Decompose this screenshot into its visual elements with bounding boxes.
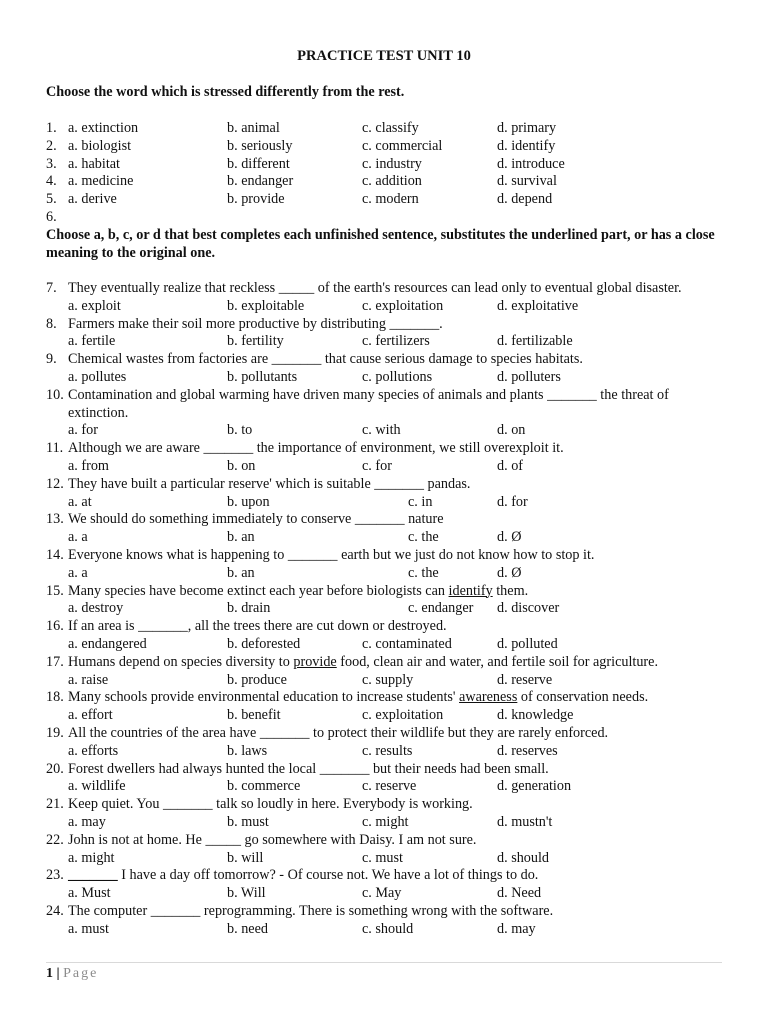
question-stem-row [0, 316, 768, 334]
option-c: c. should [362, 920, 414, 937]
option-c: c. with [362, 422, 401, 439]
option-c: c. modern [362, 191, 419, 208]
question-stem: They have built a particular reserve' which is suitable _______ pandas. [68, 475, 471, 492]
question-number: 23. [46, 867, 64, 884]
options-row [0, 369, 768, 387]
question-number: 24. [46, 902, 64, 919]
question-stem: Chemical wastes from factories are _______ that cause serious damage to species habitats. [68, 351, 583, 368]
option-a: a. Must [68, 885, 111, 902]
option-c: c. for [362, 457, 392, 474]
option-a: a. effort [68, 707, 113, 724]
option-d: d. mustn't [497, 813, 553, 830]
option-a: a. a [68, 529, 88, 546]
question-stem [68, 583, 528, 601]
question-stem-row [0, 867, 768, 885]
option-a: a. pollutes [68, 368, 127, 385]
options-row [0, 672, 768, 690]
question-stem-row [0, 280, 768, 298]
option-d: d. primary [497, 120, 557, 136]
option-c: c. commercial [362, 137, 443, 154]
page-title: PRACTICE TEST UNIT 10 [297, 48, 471, 64]
question-stem-row [0, 387, 768, 423]
option-d: d. introduce [497, 155, 565, 172]
stem-text: I have a day off tomorrow? - Of course not. We have a lot of things to do. [117, 867, 539, 884]
question-number: 18. [46, 689, 64, 706]
option-b: b. produce [227, 671, 287, 688]
option-b: b. laws [227, 742, 268, 759]
question-stem: Farmers make their soil more productive by distributing _______. [68, 315, 443, 332]
question-stem-row [0, 761, 768, 779]
option-b: b. need [227, 920, 268, 937]
question-stem-row [0, 547, 768, 565]
question-stem: Everyone knows what is happening to _______ earth but we just do not know how to stop it. [68, 546, 595, 563]
option-a: a. for [68, 422, 98, 439]
question-stem-row [0, 796, 768, 814]
option-d: d. should [497, 849, 550, 866]
question-stem-row [0, 440, 768, 458]
stem-text: of conservation needs. [517, 689, 649, 706]
option-c: c. the [408, 529, 439, 546]
question-row-empty [0, 209, 768, 227]
option-c: c. pollutions [362, 368, 433, 385]
option-c: c. the [408, 564, 439, 581]
option-a: a. biologist [68, 137, 132, 154]
stem-text: Humans depend on species diversity to [68, 653, 294, 670]
option-d: d. reserve [497, 671, 553, 688]
options-row [0, 458, 768, 476]
option-a: a. at [68, 493, 92, 510]
option-c: c. classify [362, 120, 419, 136]
option-b: b. an [227, 564, 255, 581]
option-b: b. must [227, 813, 269, 830]
options-row [0, 885, 768, 903]
option-d: d. generation [497, 778, 572, 795]
underlined-blank: _______ [68, 867, 118, 884]
option-a: a. endangered [68, 635, 147, 652]
question-number: 11. [46, 440, 64, 457]
option-d: d. exploitative [497, 297, 579, 314]
question-stem [68, 867, 538, 885]
option-a: a. raise [68, 671, 109, 688]
question-stem-row [0, 903, 768, 921]
option-d: d. reserves [497, 742, 558, 759]
question-stem: Contamination and global warming have driven many species of animals and plants _______ the threat of extinction. [68, 386, 669, 421]
question-stem-row [0, 476, 768, 494]
question-stem-row [0, 832, 768, 850]
question-number: 3. [46, 155, 57, 172]
option-d: d. for [497, 493, 528, 510]
option-d: d. polluters [497, 368, 561, 385]
option-d: d. Ø [497, 529, 522, 546]
options-row [0, 850, 768, 868]
question-number: 21. [46, 796, 64, 813]
option-a: a. derive [68, 191, 117, 208]
option-b: b. will [227, 849, 264, 866]
question-stem: They eventually realize that reckless _____ of the earth's resources can lead only to eventual global disaster. [68, 280, 682, 296]
footer-separator: | [53, 966, 64, 981]
option-d: d. discover [497, 600, 560, 617]
options-row [0, 494, 768, 512]
option-a: a. may [68, 813, 106, 830]
question-number: 14. [46, 546, 64, 563]
question-number: 9. [46, 351, 57, 368]
question-stem-row [0, 689, 768, 707]
options-row [0, 707, 768, 725]
question-number: 15. [46, 582, 64, 599]
option-d: d. may [497, 920, 536, 937]
option-d: d. Ø [497, 564, 522, 581]
options-row [0, 529, 768, 547]
question-number: 10. [46, 386, 64, 403]
option-a: a. exploit [68, 297, 121, 314]
question-number: 20. [46, 760, 64, 777]
option-c: c. results [362, 742, 413, 759]
underlined-word: identify [448, 582, 493, 599]
question-number: 2. [46, 137, 57, 154]
page-number: 1 [46, 966, 53, 981]
question-number: 12. [46, 475, 64, 492]
question-number: 16. [46, 618, 64, 635]
option-b: b. Will [227, 885, 266, 902]
stem-text: food, clean air and water, and fertile soil for agriculture. [336, 653, 659, 670]
options-row [0, 600, 768, 618]
option-b: b. an [227, 529, 255, 546]
section1-questions [0, 120, 768, 227]
options-row [0, 298, 768, 316]
question-number: 4. [46, 173, 57, 190]
question-stem-row [0, 654, 768, 672]
page-footer [46, 966, 98, 982]
option-b: b. upon [227, 493, 270, 510]
options-row [0, 636, 768, 654]
option-b: b. benefit [227, 707, 281, 724]
option-b: b. pollutants [227, 368, 298, 385]
option-b: b. fertility [227, 333, 284, 350]
option-d: d. identify [497, 137, 556, 154]
section1-instruction: Choose the word which is stressed differently from the rest. [46, 84, 405, 100]
option-d: d. fertilizable [497, 333, 573, 350]
question-number: 17. [46, 653, 64, 670]
options-row [0, 743, 768, 761]
option-a: a. medicine [68, 173, 134, 190]
question-number: 22. [46, 831, 64, 848]
question-number: 8. [46, 315, 57, 332]
option-d: d. Need [497, 885, 542, 902]
option-a: a. must [68, 920, 109, 937]
option-b: b. commerce [227, 778, 301, 795]
option-d: d. on [497, 422, 526, 439]
question-number: 19. [46, 724, 64, 741]
options-row [0, 778, 768, 796]
option-b: b. to [227, 422, 253, 439]
option-c: c. contaminated [362, 635, 452, 652]
options-row [0, 333, 768, 351]
question-stem: All the countries of the area have _______ to protect their wildlife but they are rarely enforced. [68, 724, 609, 741]
question-number: 7. [46, 280, 57, 296]
option-b: b. exploitable [227, 297, 305, 314]
option-c: c. endanger [408, 600, 474, 617]
option-b: b. provide [227, 191, 285, 208]
option-a: a. might [68, 849, 115, 866]
question-stem: Forest dwellers had always hunted the local _______ but their needs had been small. [68, 760, 549, 777]
footer-divider [46, 962, 722, 963]
question-stem: If an area is _______, all the trees there are cut down or destroyed. [68, 618, 447, 635]
options-row [0, 814, 768, 832]
question-stem: Keep quiet. You _______ talk so loudly in here. Everybody is working. [68, 796, 473, 813]
question-stem [68, 689, 648, 707]
option-c: c. in [408, 493, 433, 510]
options-row [0, 565, 768, 583]
option-b: b. seriously [227, 137, 293, 154]
question-number: 6. [46, 208, 57, 225]
stem-text: them. [492, 582, 529, 599]
option-a: a. efforts [68, 742, 119, 759]
section2-questions [0, 280, 768, 938]
option-c: c. might [362, 813, 409, 830]
option-a: a. habitat [68, 155, 120, 172]
option-a: a. fertile [68, 333, 116, 350]
option-a: a. from [68, 457, 109, 474]
question-row [0, 156, 768, 174]
option-b: b. drain [227, 600, 271, 617]
option-d: d. depend [497, 191, 553, 208]
option-c: c. exploitation [362, 297, 444, 314]
underlined-word: awareness [459, 689, 518, 706]
option-a: a. wildlife [68, 778, 126, 795]
option-a: a. extinction [68, 120, 139, 136]
question-stem-row [0, 511, 768, 529]
option-c: c. reserve [362, 778, 417, 795]
option-c: c. addition [362, 173, 422, 190]
page-label: Page [63, 966, 99, 981]
option-c: c. exploitation [362, 707, 444, 724]
question-row [0, 138, 768, 156]
underlined-word: provide [293, 653, 337, 670]
option-c: c. industry [362, 155, 422, 172]
question-row [0, 191, 768, 209]
question-row [0, 173, 768, 191]
option-b: b. deforested [227, 635, 301, 652]
option-d: d. of [497, 457, 524, 474]
options-row [0, 422, 768, 440]
question-stem: The computer _______ reprogramming. There is something wrong with the software. [68, 902, 554, 919]
option-d: d. polluted [497, 635, 558, 652]
options-row [0, 921, 768, 939]
question-row [0, 120, 768, 138]
option-a: a. a [68, 564, 88, 581]
option-d: d. knowledge [497, 707, 574, 724]
option-c: c. May [362, 885, 402, 902]
question-stem-row [0, 725, 768, 743]
option-b: b. endanger [227, 173, 294, 190]
question-number: 1. [46, 120, 57, 136]
question-stem: We should do something immediately to conserve _______ nature [68, 511, 444, 528]
question-stem: John is not at home. He _____ go somewhere with Daisy. I am not sure. [68, 831, 477, 848]
option-d: d. survival [497, 173, 557, 190]
question-stem: Although we are aware _______ the importance of environment, we still overexploit it. [68, 440, 564, 457]
stem-text: Many schools provide environmental education to increase students' [68, 689, 460, 706]
option-c: c. fertilizers [362, 333, 430, 350]
question-number: 13. [46, 511, 64, 528]
stem-text: Many species have become extinct each year before biologists can [68, 582, 449, 599]
option-c: c. must [362, 849, 403, 866]
question-number: 5. [46, 191, 57, 208]
option-a: a. destroy [68, 600, 124, 617]
option-b: b. on [227, 457, 256, 474]
section2-instruction: Choose a, b, c, or d that best completes each unfinished sentence, substitutes the underlined part, or has a close meaning to the original one. [46, 227, 715, 261]
option-b: b. animal [227, 120, 280, 136]
question-stem [68, 654, 658, 672]
option-b: b. different [227, 155, 290, 172]
question-stem-row [0, 618, 768, 636]
question-stem-row [0, 351, 768, 369]
question-stem-row [0, 583, 768, 601]
option-c: c. supply [362, 671, 414, 688]
